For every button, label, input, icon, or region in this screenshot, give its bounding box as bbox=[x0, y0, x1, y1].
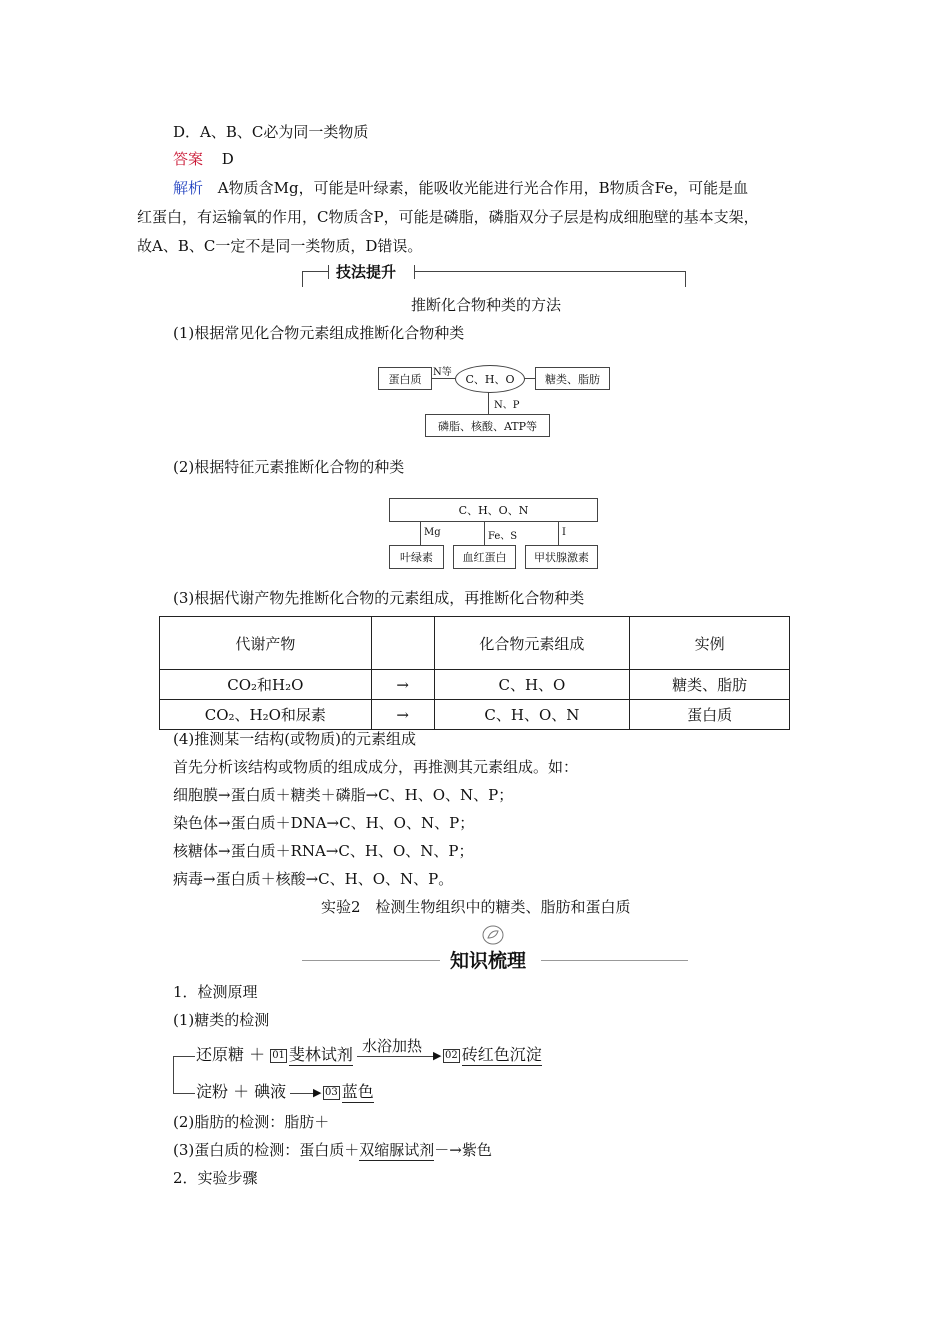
blank-number: 03 bbox=[325, 1087, 338, 1098]
section4-line: 细胞膜→蛋白质＋糖类＋磷脂→C、H、O、N、P； bbox=[173, 786, 514, 804]
table-row bbox=[160, 700, 790, 730]
iodine-label: I bbox=[562, 527, 566, 538]
fehling-reagent: 斐林试剂 bbox=[288, 1045, 353, 1064]
principle-heading: 1．检测原理 bbox=[173, 983, 258, 1001]
biuret-reagent: 双缩脲试剂 bbox=[359, 1141, 435, 1159]
fe-s-label: Fe、S bbox=[488, 531, 518, 542]
chon-box: C、H、O、N bbox=[389, 498, 598, 522]
protein-detection: (3)蛋白质的检测：蛋白质＋双缩脲试剂－→紫色 bbox=[173, 1141, 492, 1159]
arrow-head: ▶ bbox=[313, 1086, 322, 1099]
np-label: N、P bbox=[494, 400, 520, 411]
arrow-head: ▶ bbox=[433, 1049, 442, 1062]
metabolite-table bbox=[159, 616, 790, 730]
brick-red-result: 02 砖红色沉淀 bbox=[445, 1045, 542, 1064]
chon-ellipse: C、H、O bbox=[455, 365, 525, 393]
section4-title: (4)推测某一结构(或物质)的元素组成 bbox=[173, 730, 416, 748]
table-cell: C、H、O、N bbox=[434, 700, 630, 730]
section1-title: (1)根据常见化合物元素组成推断化合物种类 bbox=[173, 324, 465, 342]
table-cell: 蛋白质 bbox=[630, 700, 790, 730]
table-header bbox=[371, 617, 434, 670]
section2-title: (2)根据特征元素推断化合物的种类 bbox=[173, 458, 405, 476]
experiment-title: 实验2 检测生物组织中的糖类、脂肪和蛋白质 bbox=[321, 898, 631, 916]
sugar-fat-box: 糖类、脂肪 bbox=[535, 367, 610, 390]
table-header-row bbox=[160, 617, 790, 670]
chlorophyll-box: 叶绿素 bbox=[389, 545, 444, 569]
method-title: 推断化合物种类的方法 bbox=[411, 296, 562, 314]
analysis-paragraph: 解析 A物质含Mg，可能是叶绿素，能吸收光能进行光合作用，B物质含Fe，可能是血 红蛋白，有运输氧的作用，C物质含P，可能是磷脂，磷脂双分子层是构成细胞壁的基本支架， 故A、B、C一定不是同一类物质，D错误。 bbox=[137, 179, 759, 255]
section4-line: 病毒→蛋白质＋核酸→C、H、O、N、P。 bbox=[173, 870, 454, 888]
section4-line: 染色体→蛋白质＋DNA→C、H、O、N、P； bbox=[173, 814, 475, 832]
table-cell: CO₂和H₂O bbox=[160, 670, 372, 700]
protein-box: 蛋白质 bbox=[378, 367, 432, 390]
answer-value: D bbox=[221, 150, 234, 168]
knowledge-banner-title: 知识梳理 bbox=[450, 950, 527, 972]
blank-number: 02 bbox=[445, 1050, 458, 1061]
sugar-title: (1)糖类的检测 bbox=[173, 1011, 270, 1029]
n-label: N等 bbox=[433, 367, 452, 378]
table-header: 化合物元素组成 bbox=[434, 617, 630, 670]
thyroxine-box: 甲状腺激素 bbox=[525, 545, 598, 569]
table-cell: → bbox=[371, 670, 434, 700]
answer-line bbox=[173, 148, 234, 170]
option-d: D．A、B、C必为同一类物质 bbox=[173, 123, 369, 141]
phospholipid-box: 磷脂、核酸、ATP等 bbox=[425, 414, 550, 437]
table-cell: C、H、O bbox=[434, 670, 630, 700]
leaf-icon bbox=[481, 924, 505, 946]
mg-label: Mg bbox=[424, 527, 441, 538]
blank-number: 01 bbox=[272, 1050, 285, 1061]
table-header: 实例 bbox=[630, 617, 790, 670]
fat-detection: (2)脂肪的检测：脂肪＋ bbox=[173, 1113, 330, 1131]
analysis-label: 解析 bbox=[173, 179, 204, 197]
table-cell: 糖类、脂肪 bbox=[630, 670, 790, 700]
starch-row: 淀粉 ＋ 碘液 bbox=[196, 1082, 287, 1101]
table-cell: CO₂、H₂O和尿素 bbox=[160, 700, 372, 730]
section4-line: 首先分析该结构或物质的组成成分，再推测其元素组成。如： bbox=[173, 758, 579, 776]
blue-result: 03 蓝色 bbox=[325, 1082, 374, 1101]
section4-line: 核糖体→蛋白质＋RNA→C、H、O、N、P； bbox=[173, 842, 474, 860]
steps-heading: 2．实验步骤 bbox=[173, 1169, 258, 1187]
skill-banner-title: 技法提升 bbox=[336, 263, 397, 281]
table-cell: → bbox=[371, 700, 434, 730]
hemoglobin-box: 血红蛋白 bbox=[453, 545, 516, 569]
table-header: 代谢产物 bbox=[160, 617, 372, 670]
answer-label: 答案 bbox=[173, 150, 204, 168]
table-row bbox=[160, 670, 790, 700]
reducing-sugar-row: 还原糖 ＋ 01 斐林试剂 bbox=[196, 1045, 353, 1064]
heat-label: 水浴加热 bbox=[362, 1037, 423, 1055]
section3-title: (3)根据代谢产物先推断化合物的元素组成，再推断化合物种类 bbox=[173, 589, 585, 607]
